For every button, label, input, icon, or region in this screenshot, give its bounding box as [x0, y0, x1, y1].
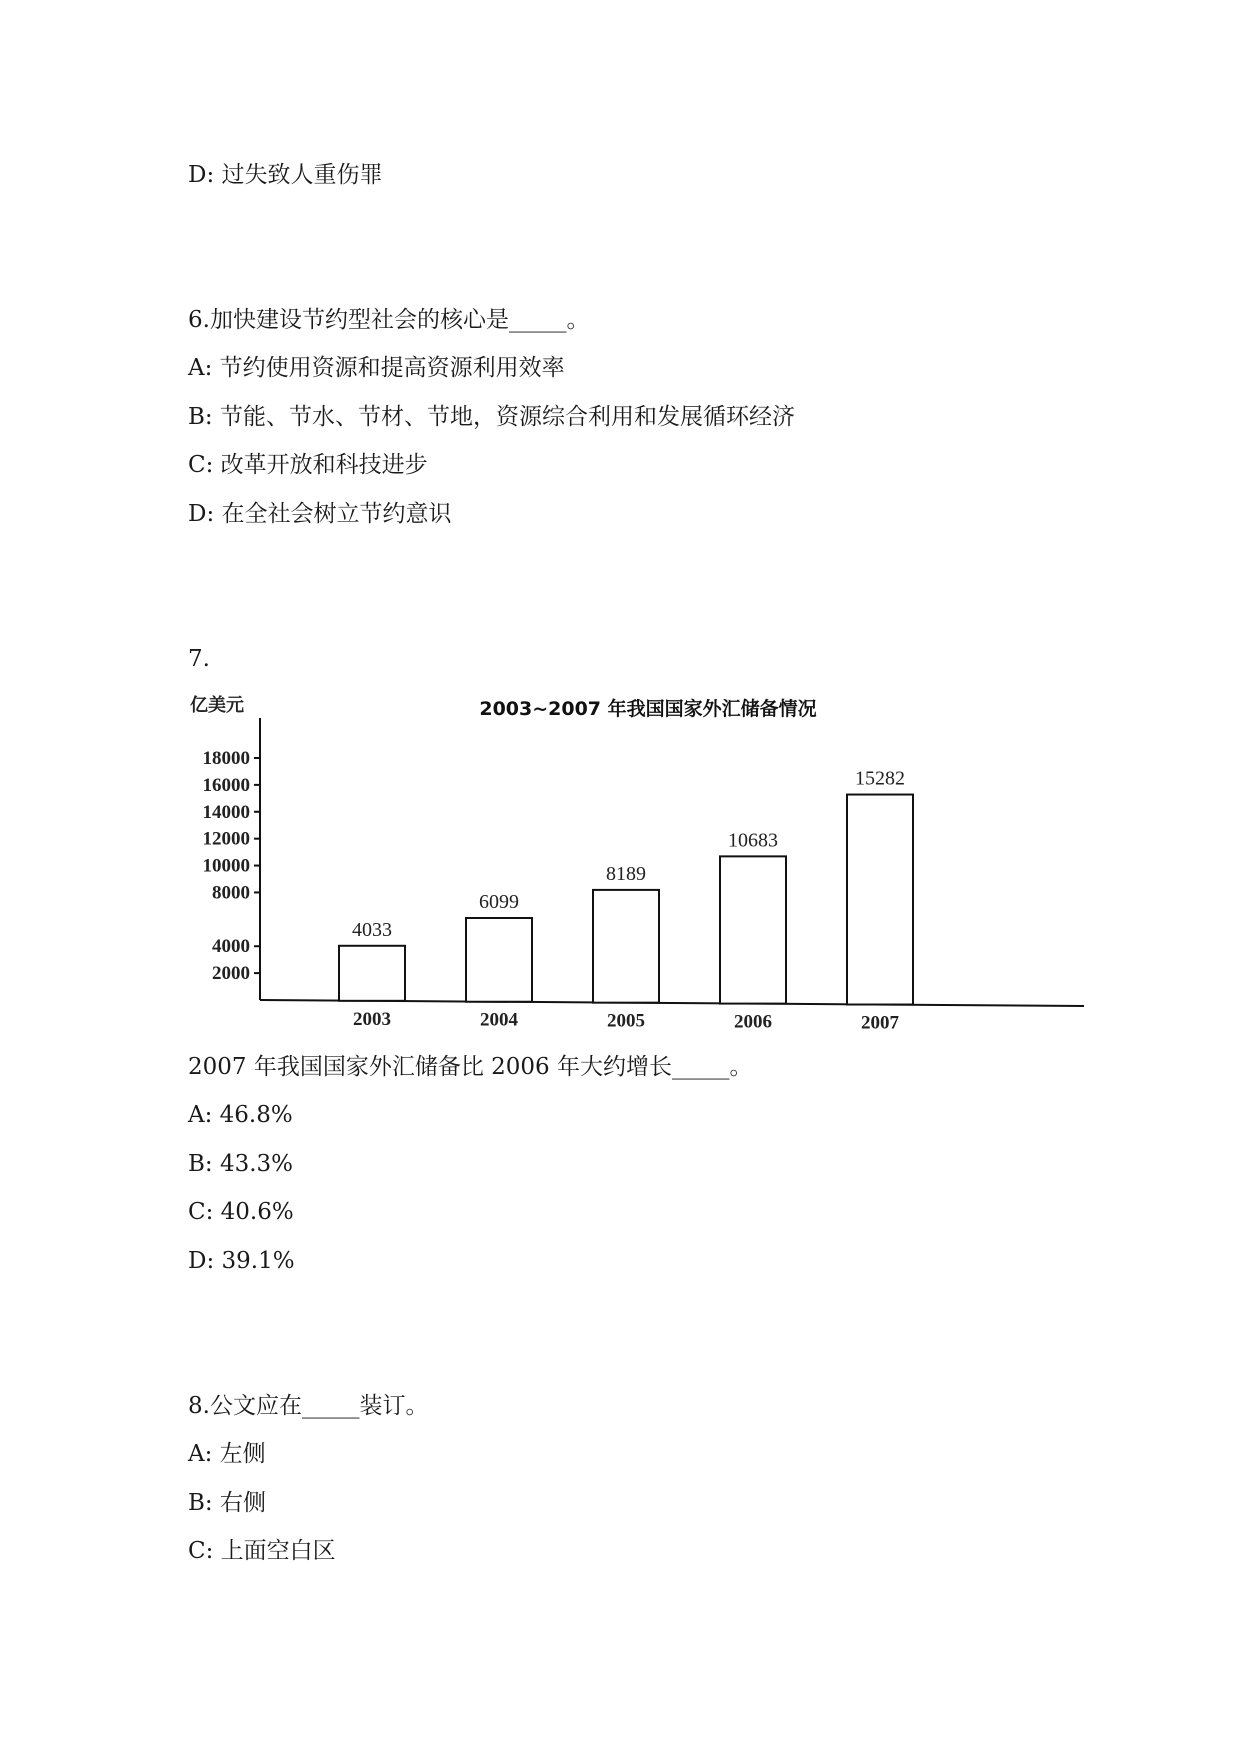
x-categories	[353, 1009, 900, 1034]
q6-option-b: B: 节能、节水、节材、节地，资源综合利用和发展循环经济	[188, 404, 795, 430]
x-tick-label-2006: 2006	[734, 1011, 772, 1033]
bar-2004	[466, 918, 532, 1002]
x-tick-label-2004: 2004	[480, 1009, 518, 1031]
bar-chart-svg	[188, 688, 1088, 1048]
bar-2003	[339, 946, 405, 1001]
value-label-2006: 10683	[728, 829, 778, 852]
x-tick-label-2007: 2007	[861, 1012, 899, 1034]
y-tick-label: 10000	[202, 855, 250, 877]
value-label-2004: 6099	[479, 891, 519, 914]
q7-option-c: C: 40.6%	[188, 1199, 294, 1225]
x-tick-label-2003: 2003	[353, 1008, 391, 1030]
q6-option-c: C: 改革开放和科技进步	[188, 452, 428, 478]
q6-option-a: A: 节约使用资源和提高资源利用效率	[188, 355, 565, 381]
reserve-bar-chart	[188, 688, 1088, 1048]
y-ticks	[203, 748, 261, 984]
q8-option-c: C: 上面空白区	[188, 1538, 336, 1564]
q8-option-a: A: 左侧	[188, 1441, 266, 1467]
y-tick-label: 4000	[212, 936, 250, 958]
q7-option-a: A: 46.8%	[188, 1102, 293, 1128]
q8-stem: 8.公文应在_____装订。	[188, 1393, 429, 1419]
value-label-2005: 8189	[606, 862, 646, 885]
q7-stem: 2007 年我国国家外汇储备比 2006 年大约增长_____。	[188, 1054, 753, 1080]
y-tick-label: 12000	[202, 828, 250, 850]
chart-title: 2003~2007 年我国国家外汇储备情况	[479, 698, 817, 720]
q6-option-d: D: 在全社会树立节约意识	[188, 501, 452, 527]
y-tick-label: 2000	[212, 963, 250, 985]
y-tick-label: 18000	[202, 748, 250, 769]
q8-option-b: B: 右侧	[188, 1490, 266, 1516]
bar-2007	[847, 795, 913, 1005]
y-axis-label: 亿美元	[190, 695, 244, 716]
q7-number: 7.	[188, 646, 210, 672]
q7-option-b: B: 43.3%	[188, 1151, 294, 1177]
q7-option-d: D: 39.1%	[188, 1248, 295, 1274]
q6-stem: 6.加快建设节约型社会的核心是_____。	[188, 307, 590, 333]
x-tick-label-2005: 2005	[607, 1010, 645, 1032]
value-label-2003: 4033	[352, 918, 392, 941]
bars	[339, 795, 913, 1005]
prev-option-d: D: 过失致人重伤罪	[188, 162, 383, 188]
y-tick-label: 16000	[202, 774, 250, 796]
y-tick-label: 8000	[212, 882, 250, 904]
value-label-2007: 15282	[855, 767, 905, 790]
bar-2005	[593, 890, 659, 1003]
bar-2006	[720, 856, 786, 1003]
y-tick-label: 14000	[202, 801, 250, 823]
